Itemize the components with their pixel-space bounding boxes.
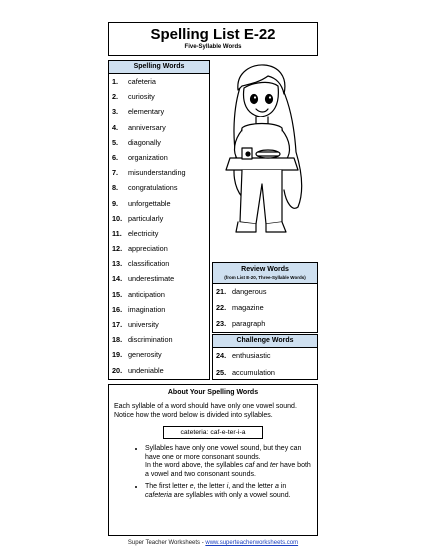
word-number: 5. (112, 137, 119, 147)
word-text: elementary (128, 107, 165, 117)
word-row (109, 180, 209, 195)
review-words-subheading: (from List E-20, Three-Syllable Words) (224, 275, 306, 280)
spelling-words-heading: Spelling Words (109, 61, 209, 74)
word-row (109, 302, 209, 317)
word-text: enthusiastic (232, 351, 271, 360)
syllable-example-box (163, 426, 263, 439)
word-row (109, 317, 209, 332)
word-text: underestimate (128, 274, 175, 284)
bullet2-text-a: The first letter (145, 483, 190, 490)
review-words-list (213, 284, 317, 332)
word-number: 13. (112, 259, 123, 269)
word-text: electricity (128, 228, 159, 238)
word-row (109, 135, 209, 150)
word-number: 18. (112, 335, 123, 345)
word-row (109, 347, 209, 362)
word-row (213, 284, 317, 300)
word-row (213, 300, 317, 316)
word-number: 20. (112, 365, 123, 375)
bullet2-word: cafeteria (145, 491, 172, 499)
word-text: magazine (232, 303, 264, 312)
word-row (109, 150, 209, 165)
word-row (109, 271, 209, 286)
word-number: 24. (216, 351, 227, 360)
word-text: organization (128, 152, 168, 162)
word-text: university (128, 320, 159, 329)
illustration-svg (212, 62, 318, 258)
bullet1-caf: caf (245, 462, 255, 469)
word-number: 22. (216, 303, 227, 312)
word-row (109, 211, 209, 226)
word-text: particularly (128, 213, 164, 223)
word-number: 12. (112, 244, 123, 254)
girl-with-lunch-tray-illustration (212, 62, 318, 258)
word-row (109, 332, 209, 347)
word-text: paragraph (232, 319, 266, 328)
footer-text: Super Teacher Worksheets - (127, 540, 206, 546)
word-row (213, 365, 317, 382)
footer (108, 540, 318, 546)
title-box (108, 22, 318, 56)
word-text: imagination (128, 304, 166, 314)
challenge-words-heading: Challenge Words (213, 335, 317, 348)
word-number: 21. (216, 287, 227, 296)
word-text: dangerous (232, 287, 267, 296)
word-number: 14. (112, 274, 123, 284)
word-row (109, 256, 209, 271)
bullet1-text-a: Syllables have only one vowel sound, but they can have one or more consonant sounds. (145, 445, 302, 461)
word-text: diagonally (128, 137, 161, 147)
word-row (109, 226, 209, 241)
word-text: generosity (128, 350, 162, 360)
bullet1-ter: ter (269, 462, 279, 469)
word-number: 8. (112, 183, 119, 193)
word-number: 11. (112, 228, 122, 238)
review-words-box (212, 262, 318, 333)
word-number: 16. (112, 304, 123, 314)
word-number: 15. (112, 289, 123, 299)
word-number: 7. (112, 168, 119, 178)
word-number: 9. (112, 198, 119, 208)
about-bullet-2 (145, 483, 311, 500)
word-text: unforgettable (128, 198, 171, 208)
word-number: 17. (112, 320, 123, 329)
spelling-words-box (108, 60, 210, 380)
about-heading: About Your Spelling Words (167, 389, 259, 396)
word-row (109, 120, 209, 135)
review-words-heading-block (213, 263, 317, 284)
word-number: 23. (216, 319, 227, 328)
word-text: classification (128, 259, 170, 269)
challenge-words-box (212, 334, 318, 380)
page-title: Spelling List E-22 (150, 26, 276, 43)
about-bullets (131, 445, 311, 500)
bullet2-e: e (189, 483, 194, 490)
word-row (109, 165, 209, 180)
word-text: cafeteria (128, 77, 156, 86)
word-row (109, 104, 209, 119)
word-text: appreciation (128, 244, 168, 254)
word-number: 2. (112, 92, 119, 102)
word-number: 10. (112, 213, 123, 223)
bullet2-text-d: in (278, 483, 287, 490)
spelling-words-list (109, 74, 209, 378)
bullet2-a: a (274, 483, 279, 490)
about-bullet-1 (145, 445, 311, 479)
word-text: anniversary (128, 122, 166, 132)
word-row (109, 363, 209, 378)
word-number: 6. (112, 152, 119, 162)
word-text: accumulation (232, 367, 275, 377)
bullet1-text-c: have both a vowel and two consonant sounds. (145, 462, 311, 478)
word-number: 1. (112, 77, 119, 86)
bullet1-and: and (254, 462, 270, 469)
word-text: anticipation (128, 289, 165, 299)
word-row (109, 241, 209, 256)
word-row (109, 196, 209, 211)
word-text: congratulations (128, 183, 178, 193)
bullet1-text-b: In the word above, the syllables (145, 462, 246, 469)
example-word: cateteria: (180, 429, 209, 436)
bullet2-text-b: , the letter (193, 483, 227, 490)
about-intro: Each syllable of a word should have only one vowel sound. Notice how the word below is divided into syllables. (114, 403, 297, 419)
word-row (109, 74, 209, 89)
word-text: misunderstanding (128, 168, 186, 178)
about-box (108, 384, 318, 536)
word-row (109, 89, 209, 104)
challenge-words-list (213, 348, 317, 381)
bullet2-i: i (226, 483, 229, 490)
word-number: 25. (216, 367, 227, 377)
word-text: undeniable (128, 365, 164, 375)
word-row (213, 348, 317, 365)
word-number: 19. (112, 350, 123, 360)
footer-link[interactable]: www.superteacherworksheets.com (205, 540, 299, 546)
word-text: discrimination (128, 335, 173, 345)
example-split: caf-e-ter-i-a (210, 429, 246, 436)
review-words-heading: Review Words (241, 266, 289, 273)
word-row (213, 316, 317, 332)
word-row (109, 287, 209, 302)
bullet2-text-c: , and the letter (228, 483, 275, 490)
bullet2-text-e: are syllables with only a vowel sound. (171, 491, 291, 499)
page-subtitle: Five-Syllable Words (184, 44, 242, 50)
word-number: 4. (112, 122, 119, 132)
word-text: curiosity (128, 92, 155, 102)
word-number: 3. (112, 107, 119, 117)
